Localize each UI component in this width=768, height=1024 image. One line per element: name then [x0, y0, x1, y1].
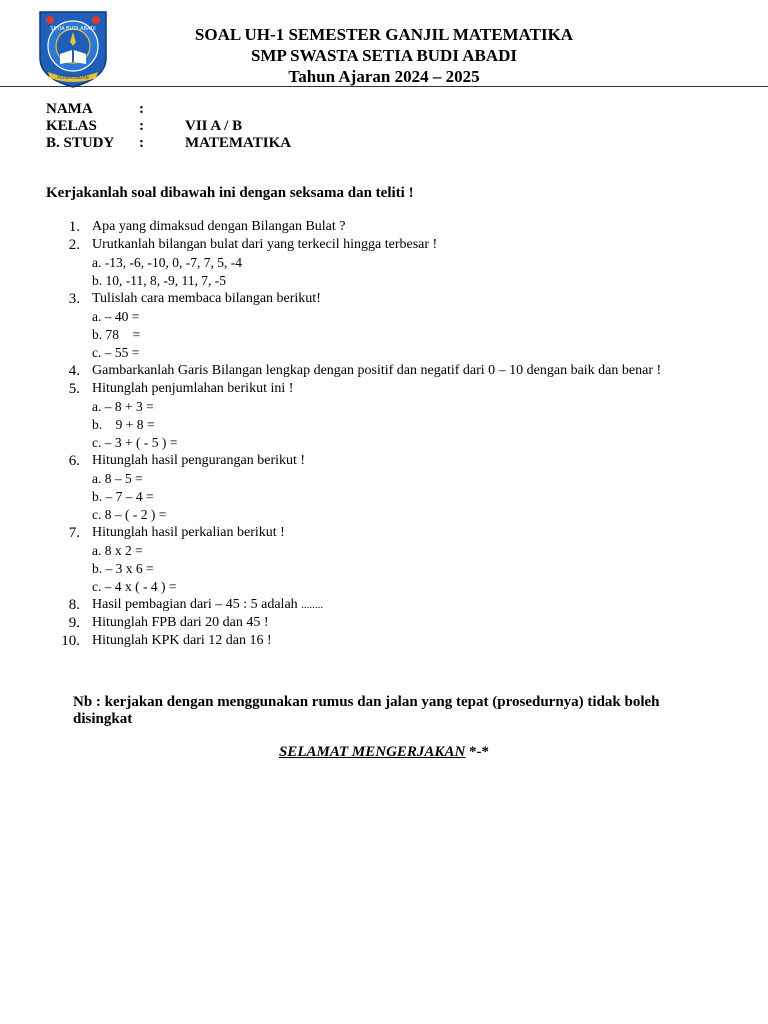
question-4 — [0, 362, 768, 380]
option-text: b. – 7 – 4 = — [92, 489, 154, 504]
question-1 — [0, 218, 768, 236]
answer-dots: ........ — [301, 599, 324, 611]
question-number: 6. — [68, 453, 80, 469]
question-6 — [0, 452, 768, 470]
kelas-colon: : — [139, 118, 144, 134]
option-text: b. 78 = — [92, 327, 141, 342]
kelas-value: VII A / B — [185, 118, 243, 134]
question-5-option-a — [0, 398, 768, 416]
question-number: 5. — [68, 381, 80, 397]
question-number: 1. — [68, 219, 80, 235]
option-text: c. – 55 = — [92, 345, 140, 360]
question-number: 8. — [68, 597, 80, 613]
question-7 — [0, 524, 768, 542]
question-text: Hitunglah penjumlahan berikut ini ! — [92, 381, 294, 396]
question-3-option-b — [0, 326, 768, 344]
question-text: Urutkanlah bilangan bulat dari yang terkecil hingga terbesar ! — [92, 237, 438, 252]
option-text: a. 8 x 2 = — [92, 543, 143, 558]
question-text: Hitunglah FPB dari 20 dan 45 ! — [92, 615, 269, 630]
option-text: a. -13, -6, -10, 0, -7, 7, 5, -4 — [92, 255, 242, 270]
option-text: a. 8 – 5 = — [92, 471, 143, 486]
question-number: 4. — [68, 363, 80, 379]
logo-bottom-text: PERBAUNGAN — [57, 76, 89, 81]
study-label: B. STUDY — [46, 135, 115, 151]
option-text: b. 9 + 8 = — [92, 417, 155, 432]
question-3-option-c — [0, 344, 768, 362]
question-7-option-c — [0, 578, 768, 596]
logo-top-text: SETIA BUDI ABADI — [50, 26, 96, 32]
closing-suffix: *-* — [465, 744, 490, 760]
question-5 — [0, 380, 768, 398]
instruction: Kerjakanlah soal dibawah ini dengan seksama dan teliti ! — [46, 185, 414, 201]
question-text — [92, 596, 323, 614]
question-number: 10. — [61, 633, 80, 649]
question-5-option-b — [0, 416, 768, 434]
question-text: Tulislah cara membaca bilangan berikut! — [92, 291, 321, 306]
question-7-option-a — [0, 542, 768, 560]
question-2-option-a — [0, 254, 768, 272]
question-10 — [0, 632, 768, 650]
question-number: 7. — [68, 525, 80, 541]
question-number: 3. — [68, 291, 80, 307]
option-text: b. – 3 x 6 = — [92, 561, 154, 576]
question-8-text: Hasil pembagian dari – 45 : 5 adalah — [92, 597, 302, 612]
question-6-option-b — [0, 488, 768, 506]
question-3 — [0, 290, 768, 308]
question-7-option-b — [0, 560, 768, 578]
exam-title: SOAL UH-1 SEMESTER GANJIL MATEMATIKA — [194, 25, 574, 44]
question-8 — [0, 596, 768, 614]
nama-colon: : — [139, 101, 144, 117]
question-text: Apa yang dimaksud dengan Bilangan Bulat ? — [92, 219, 346, 234]
question-text: Hitunglah hasil perkalian berikut ! — [92, 525, 285, 540]
closing-message — [0, 744, 768, 761]
question-3-option-a — [0, 308, 768, 326]
question-number: 9. — [68, 615, 80, 631]
nama-label: NAMA — [46, 101, 93, 117]
question-text: Gambarkanlah Garis Bilangan lengkap dengan positif dan negatif dari 0 – 10 dengan baik dan benar ! — [92, 363, 662, 378]
question-6-option-a — [0, 470, 768, 488]
question-2 — [0, 236, 768, 254]
question-number: 2. — [68, 237, 80, 253]
question-text: Hitunglah KPK dari 12 dan 16 ! — [92, 633, 272, 648]
option-text: c. 8 – ( - 2 ) = — [92, 507, 167, 522]
study-value: MATEMATIKA — [185, 135, 292, 151]
question-text: Hitunglah hasil pengurangan berikut ! — [92, 453, 306, 468]
question-list — [0, 218, 768, 650]
question-9 — [0, 614, 768, 632]
question-6-option-c — [0, 506, 768, 524]
document-header — [0, 24, 768, 87]
option-text: c. – 4 x ( - 4 ) = — [92, 579, 177, 594]
academic-year: Tahun Ajaran 2024 – 2025 — [288, 67, 480, 86]
question-2-option-b — [0, 272, 768, 290]
kelas-label: KELAS — [46, 118, 97, 134]
header-divider — [0, 86, 768, 87]
note: Nb : kerjakan dengan menggunakan rumus dan jalan yang tepat (prosedurnya) tidak boleh disingkat — [73, 694, 660, 727]
option-text: a. – 8 + 3 = — [92, 399, 154, 414]
school-name: SMP SWASTA SETIA BUDI ABADI — [250, 46, 518, 65]
option-text: b. 10, -11, 8, -9, 11, 7, -5 — [92, 273, 226, 288]
option-text: a. – 40 = — [92, 309, 140, 324]
study-colon: : — [139, 135, 144, 151]
question-5-option-c — [0, 434, 768, 452]
closing-main: SELAMAT MENGERJAKAN — [278, 744, 466, 760]
option-text: c. – 3 + ( - 5 ) = — [92, 435, 178, 450]
